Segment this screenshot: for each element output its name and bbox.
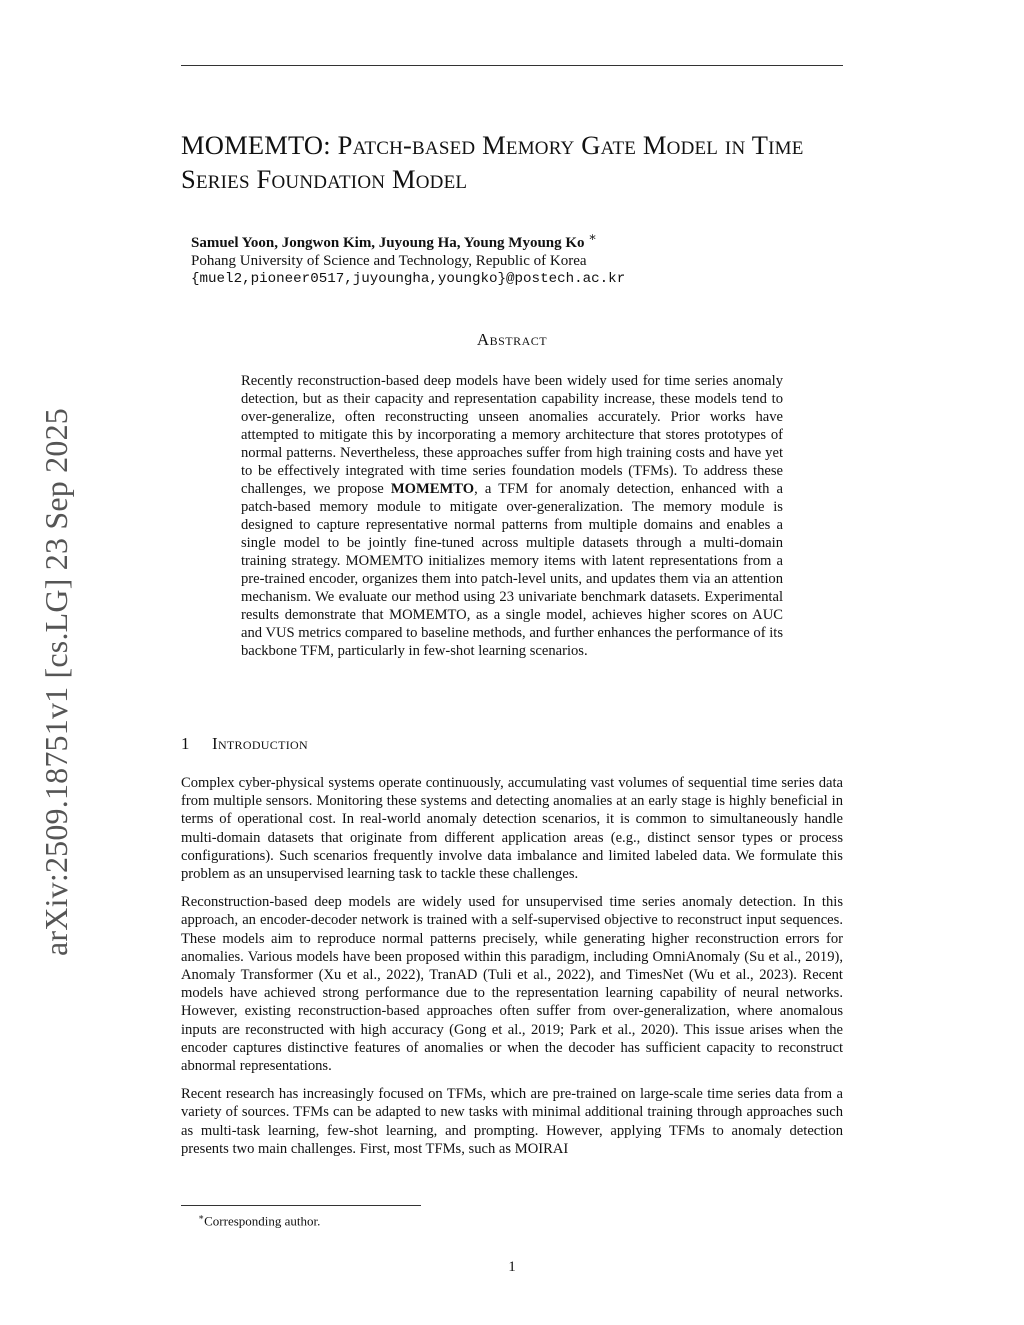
- paragraph: Recent research has increasingly focused on TFMs, which are pre-trained on large-scale time series data from a variety of sources. TFMs can be adapted to new tasks with minimal additional training through approaches such as multi-task learning, few-shot learning, and prompting. However, applying TFMs to anomaly detection presents two main challenges. First, most TFMs, such as MOIRAI: [181, 1086, 843, 1157]
- affiliation: Pohang University of Science and Technology, Republic of Korea: [191, 253, 587, 269]
- abstract-part-2: , a TFM for anomaly detection, enhanced with a patch-based memory module to mitigate over-generalization. The memory module is designed to capture representative normal patterns from multiple domains and enables a single model to be jointly fine-tuned across multiple datasets through a multi-domain training strategy. MOMEMTO initializes memory items with latent representations from a pre-trained encoder, organizes them into patch-level units, and updates them via an attention mechanism. We evaluate our method using 23 univariate benchmark datasets. Experimental results demonstrate that MOMEMTO, as a single model, achieves higher scores on AUC and VUS metrics compared to baseline methods, and further enhances the performance of its backbone TFM, particularly in few-shot learning scenarios.: [241, 481, 783, 659]
- author-block: [191, 228, 831, 288]
- footnote: [198, 1209, 320, 1229]
- page-number: 1: [508, 1259, 516, 1275]
- author-line: [191, 228, 831, 252]
- abstract-part-1: Recently reconstruction-based deep models have been widely used for time series anomaly detection, but as their capacity and representation capability increase, these models tend to over-generalize, often reconstructing unseen anomalies accurately. Prior works have attempted to mitigate this by incorporating a memory architecture that stores prototypes of normal patterns. Nevertheless, these approaches suffer from high training costs and have yet to be effectively integrated with time series foundation models (TFMs). To address these challenges, we propose: [241, 373, 783, 497]
- footnote-rule: [181, 1205, 421, 1206]
- top-rule: [181, 65, 843, 66]
- abstract-heading: Abstract: [476, 330, 548, 349]
- section-heading-introduction: [181, 734, 308, 754]
- paragraph: Complex cyber-physical systems operate continuously, accumulating vast volumes of sequential time series data from multiple sensors. Monitoring these systems and detecting anomalies at an early stage is highly beneficial in terms of operational cost. In real-world anomaly detection scenarios, it is common to simultaneously handle multi-domain datasets that originate from different application areas (e.g., distinct sensor types or process configurations). Such scenarios frequently involve data imbalance and limited labeled data. We formulate this problem as an unsupervised learning task to tackle these challenges.: [181, 775, 843, 883]
- author-emails: {muel2,pioneer0517,juyoungha,youngko}@postech.ac.kr: [191, 271, 626, 287]
- abstract-text: [241, 372, 783, 660]
- abstract-model-name: MOMEMTO: [390, 481, 475, 497]
- section-title: Introduction: [212, 734, 308, 753]
- footnote-mark: ∗: [198, 1212, 205, 1222]
- corresponding-author-mark: ∗: [588, 230, 597, 244]
- paper-title: MOMEMTO: Patch-based Memory Gate Model in Time Series Foundation Model: [181, 130, 804, 194]
- footnote-text: Corresponding author.: [204, 1213, 321, 1229]
- author-names: Samuel Yoon, Jongwon Kim, Juyoung Ha, Young Myoung Ko: [191, 235, 585, 251]
- section-number: 1: [181, 734, 190, 753]
- paragraph: Reconstruction-based deep models are widely used for unsupervised time series anomaly detection. In this approach, an encoder-decoder network is trained with a self-supervised objective to reconstruct input sequences. These models aim to reproduce normal patterns precisely, while generating higher reconstruction errors for anomalies. Various models have been proposed within this paradigm, including OmniAnomaly (Su et al., 2019), Anomaly Transformer (Xu et al., 2022), TranAD (Tuli et al., 2022), and TimesNet (Wu et al., 2023). Recent models have achieved strong performance due to the representation learning capability of neural networks. However, existing reconstruction-based approaches often suffer from over-generalization, where anomalous inputs are reconstructed with high accuracy (Gong et al., 2019; Park et al., 2020). This issue arises when the encoder captures distinctive features of anomalies or when the decoder has sufficient capacity to reconstruct abnormal representations.: [181, 894, 843, 1075]
- arxiv-identifier: arXiv:2509.18751v1 [cs.LG] 23 Sep 2025: [38, 408, 74, 956]
- introduction-body: [181, 774, 843, 1168]
